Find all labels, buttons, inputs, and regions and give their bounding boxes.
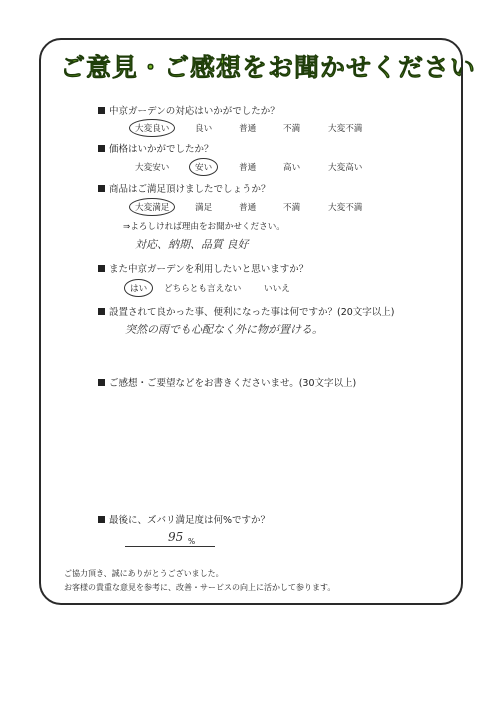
q3-option-4[interactable]: 不満 [283,203,301,213]
question-3 [98,181,271,195]
question-6 [98,375,356,389]
q4-option-3[interactable]: いいえ [264,284,290,294]
question-3-text: 商品はご満足頂けましたでしょうか？ [109,184,271,195]
q4-option-1-selected[interactable]: はい [124,279,153,297]
q2-option-2-selected[interactable]: 安い [189,158,218,176]
q2-option-5[interactable]: 大変高い [328,163,363,173]
satisfaction-underline [125,546,215,547]
question-2-text: 価格はいかがでしたか？ [109,144,214,155]
handwritten-reason: 対応、納期、品質 良好 [135,238,249,251]
footer-line-2: お客様の貴重な意見を参考に、改善・サービスの向上に活かして参ります。 [64,583,336,592]
question-4 [98,261,308,275]
bullet-square-icon [98,308,105,315]
bullet-square-icon [98,265,105,272]
question-6-text: ご感想・ご要望などをお書きくださいませ。(30文字以上) [109,378,357,389]
q1-option-2[interactable]: 良い [195,124,213,134]
question-4-text: また中京ガーデンを利用したいと思いますか？ [109,264,309,275]
question-5-text: 設置されて良かった事、便利になった事は何ですか？(20文字以上) [109,307,395,318]
footer-line-1: ご協力頂き、誠にありがとうございました。 [64,569,224,578]
question-5 [98,304,395,318]
bullet-square-icon [98,145,105,152]
q3-option-2[interactable]: 満足 [195,203,213,213]
question-1 [98,103,280,117]
question-7 [98,512,270,526]
bullet-square-icon [98,185,105,192]
bullet-square-icon [98,107,105,114]
bullet-square-icon [98,516,105,523]
q3-option-1-selected[interactable]: 大変満足 [129,198,175,216]
question-2 [98,141,214,155]
q3-option-3[interactable]: 普通 [239,203,257,213]
q1-option-1-selected[interactable]: 大変良い [129,119,175,137]
bullet-square-icon [98,379,105,386]
handwritten-benefit: 突然の雨でも心配なく外に物が置ける。 [125,323,323,336]
q1-option-3[interactable]: 普通 [239,124,257,134]
q2-option-4[interactable]: 高い [283,163,301,173]
percent-unit: % [188,537,196,546]
question-1-text: 中京ガーデンの対応はいかがでしたか？ [109,106,280,117]
q1-option-5[interactable]: 大変不満 [328,124,363,134]
reason-prompt: ⇒よろしければ理由をお聞かせください。 [123,222,285,232]
q2-option-3[interactable]: 普通 [239,163,257,173]
q2-option-1[interactable]: 大変安い [135,163,170,173]
q3-option-5[interactable]: 大変不満 [328,203,363,213]
question-7-text: 最後に、ズバリ満足度は何%ですか？ [109,515,271,526]
q1-option-4[interactable]: 不満 [283,124,301,134]
page-title: ご意見・ご感想をお聞かせください [60,53,477,82]
handwritten-satisfaction: 95 [168,530,184,544]
q4-option-2[interactable]: どちらとも言えない [164,284,242,294]
